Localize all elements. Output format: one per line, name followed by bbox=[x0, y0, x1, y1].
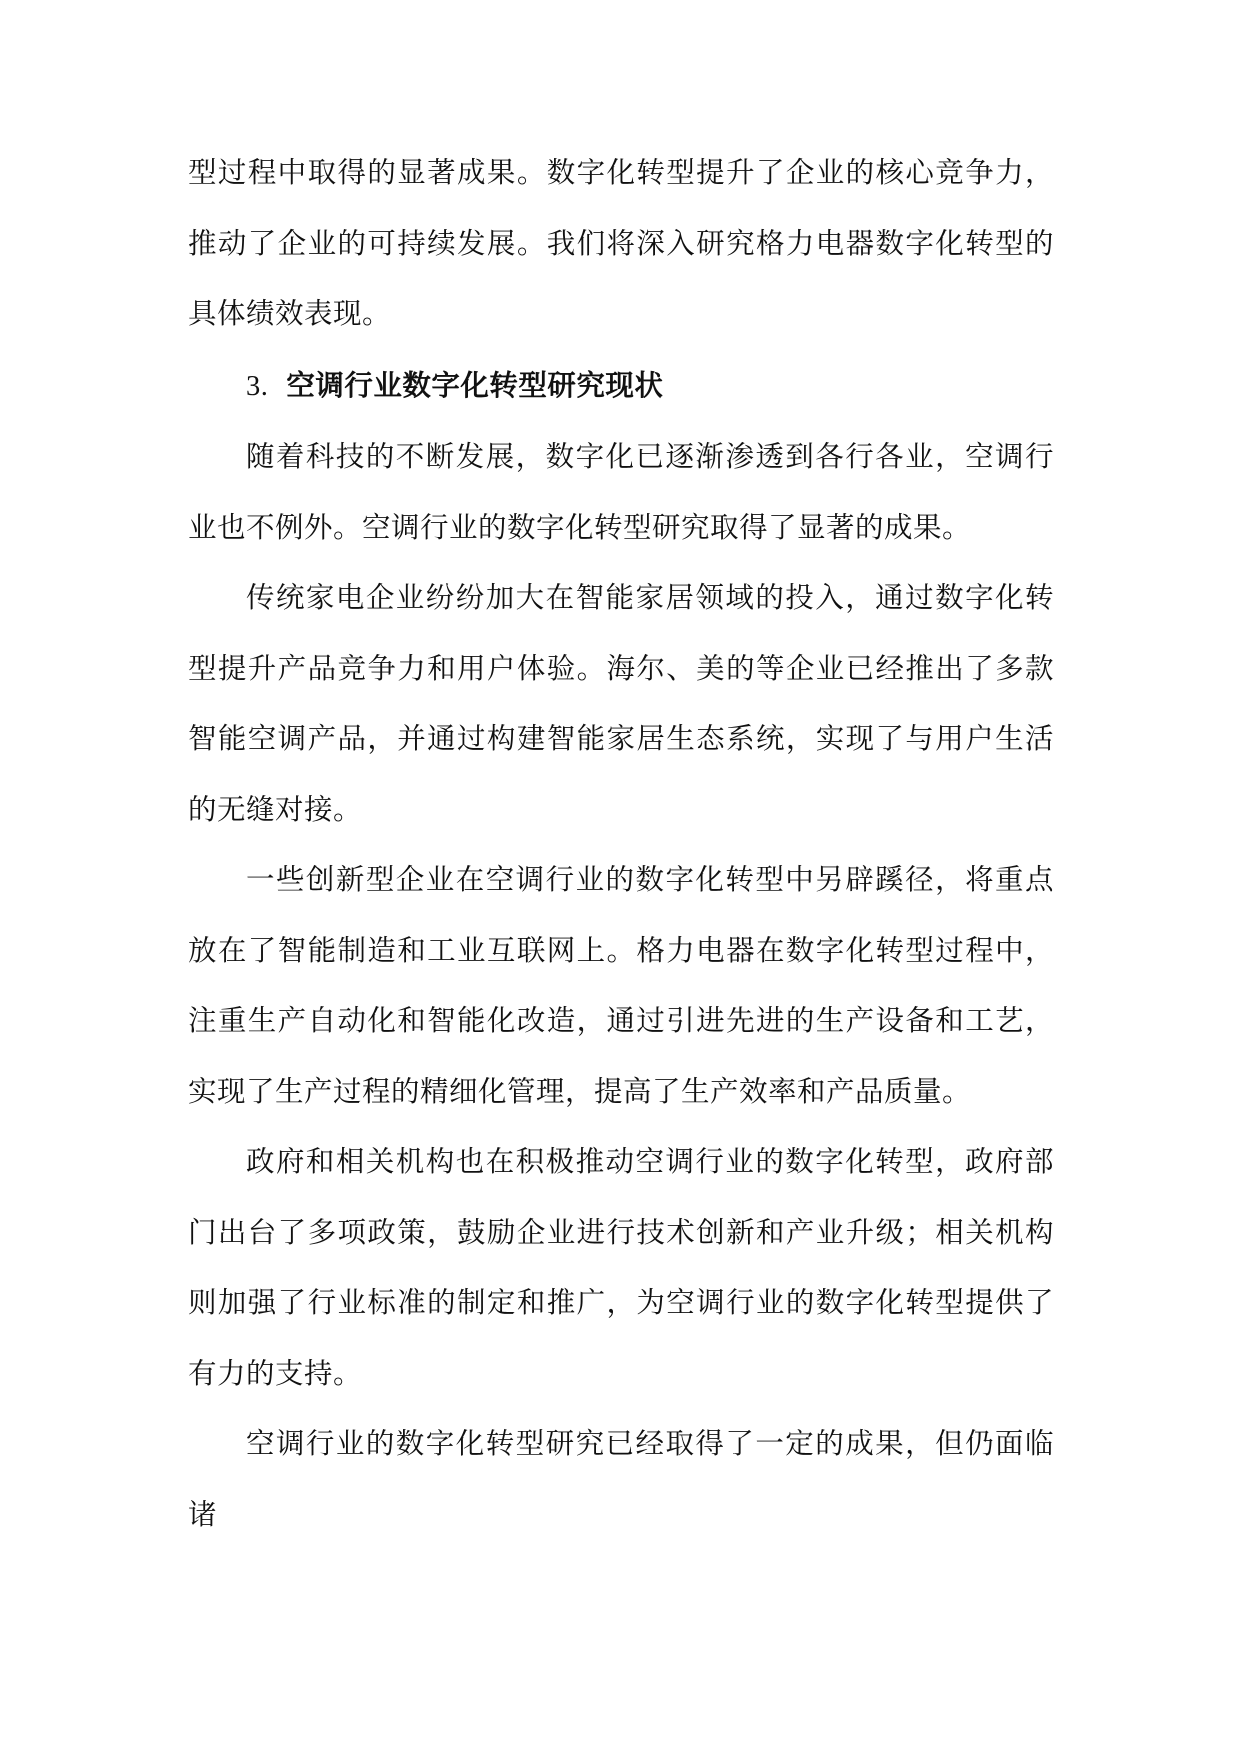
paragraph-continuation: 型过程中取得的显著成果。数字化转型提升了企业的核心竞争力，推动了企业的可持续发展。我们将深入研究格力电器数字化转型的具体绩效表现。 bbox=[188, 156, 1054, 330]
paragraph: 空调行业的数字化转型研究已经取得了一定的成果，但仍面临诸 bbox=[188, 1427, 1054, 1531]
section-title: 空调行业数字化转型研究现状 bbox=[286, 367, 664, 402]
paragraph: 一些创新型企业在空调行业的数字化转型中另辟蹊径，将重点放在了智能制造和工业互联网上。格力电器在数字化转型过程中，注重生产自动化和智能化改造，通过引进先进的生产设备和工艺，实现了生产过程的精细化管理，提高了生产效率和产品质量。 bbox=[188, 863, 1054, 1108]
paragraph: 传统家电企业纷纷加大在智能家居领域的投入，通过数字化转型提升产品竞争力和用户体验。海尔、美的等企业已经推出了多款智能空调产品，并通过构建智能家居生态系统，实现了与用户生活的无缝对接。 bbox=[188, 581, 1054, 826]
paragraph: 政府和相关机构也在积极推动空调行业的数字化转型，政府部门出台了多项政策，鼓励企业进行技术创新和产业升级；相关机构则加强了行业标准的制定和推广，为空调行业的数字化转型提供了有力的支持。 bbox=[188, 1145, 1054, 1390]
document-body bbox=[188, 138, 1054, 1550]
section-heading bbox=[188, 350, 1054, 423]
paragraph: 随着科技的不断发展，数字化已逐渐渗透到各行各业，空调行业也不例外。空调行业的数字化转型研究取得了显著的成果。 bbox=[188, 440, 1054, 544]
section-number: 3. bbox=[246, 370, 269, 402]
